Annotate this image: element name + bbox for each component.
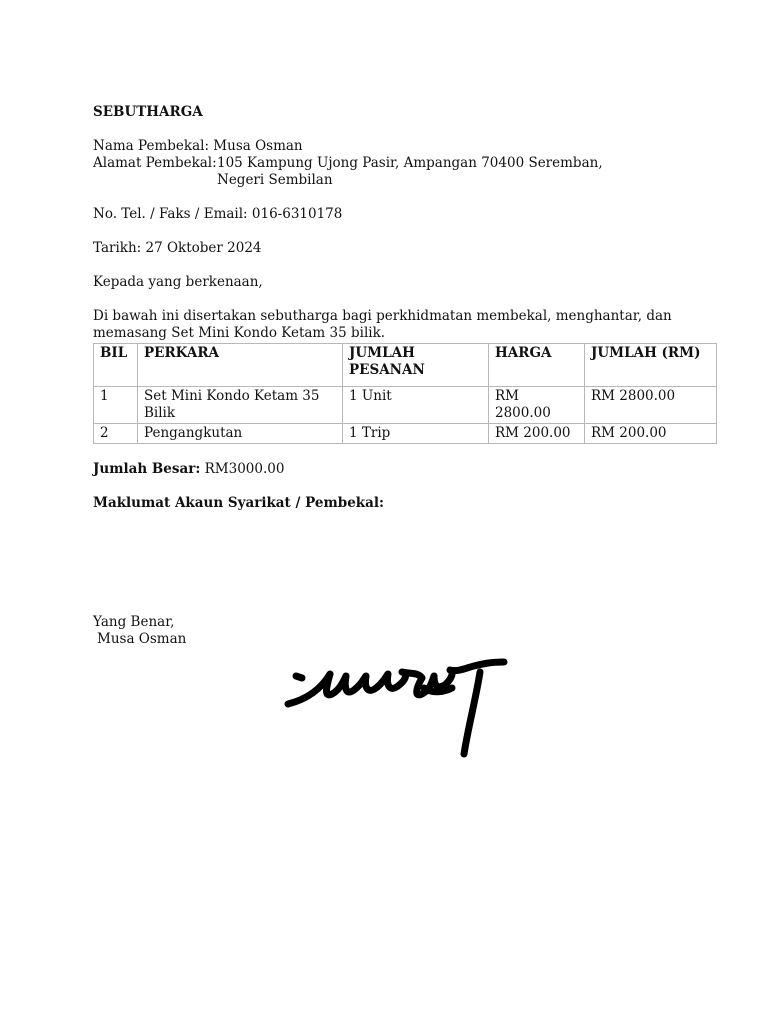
header-harga: HARGA xyxy=(489,344,585,387)
supplier-name-line xyxy=(93,138,717,155)
grand-total-value: RM3000.00 xyxy=(204,461,285,477)
quotation-table xyxy=(93,343,717,444)
cell-perkara: Set Mini Kondo Ketam 35 Bilik xyxy=(138,387,343,424)
signatory-name: Musa Osman xyxy=(97,631,187,647)
table-row xyxy=(94,387,717,424)
date-label: Tarikh: xyxy=(93,240,142,256)
contact-value: 016-6310178 xyxy=(251,206,343,222)
cell-perkara: Pengangkutan xyxy=(138,424,343,444)
cell-bil: 2 xyxy=(94,424,138,444)
cell-harga: RM 2800.00 xyxy=(489,387,585,424)
closing: Yang Benar, xyxy=(93,614,175,630)
table-header-row xyxy=(94,344,717,387)
cell-jumlah-rm: RM 200.00 xyxy=(585,424,717,444)
date-value: 27 Oktober 2024 xyxy=(145,240,262,256)
grand-total-colon: : xyxy=(195,461,201,477)
contact-line xyxy=(93,206,717,223)
signature-icon xyxy=(282,658,514,762)
account-info-label: Maklumat Akaun Syarikat / Pembekal: xyxy=(93,495,385,511)
intro-line-1: Di bawah ini disertakan sebutharga bagi perkhidmatan membekal, menghantar, dan xyxy=(93,308,672,324)
header-perkara: PERKARA xyxy=(138,344,343,387)
header-bil: BIL xyxy=(94,344,138,387)
document-title: SEBUTHARGA xyxy=(93,104,203,120)
grand-total-line xyxy=(93,461,717,478)
supplier-address-line xyxy=(93,155,717,172)
grand-total-label: Jumlah Besar xyxy=(93,461,196,477)
header-jumlah-pesanan: JUMLAH PESANAN xyxy=(343,344,489,387)
cell-jumlah-rm: RM 2800.00 xyxy=(585,387,717,424)
cell-jumlah-pesanan: 1 Unit xyxy=(343,387,489,424)
cell-bil: 1 xyxy=(94,387,138,424)
cell-harga: RM 200.00 xyxy=(489,424,585,444)
intro-line-2: memasang Set Mini Kondo Ketam 35 bilik. xyxy=(93,325,386,341)
supplier-address-line2: Negeri Sembilan xyxy=(217,172,333,188)
supplier-name: Musa Osman xyxy=(213,138,303,154)
supplier-address-label: Alamat Pembekal: xyxy=(93,155,217,171)
quotation-document xyxy=(93,104,717,648)
supplier-address-line1: 105 Kampung Ujong Pasir, Ampangan 70400 Seremban, xyxy=(217,155,603,171)
date-line xyxy=(93,240,717,257)
cell-jumlah-pesanan: 1 Trip xyxy=(343,424,489,444)
table-row xyxy=(94,424,717,444)
header-jumlah-rm: JUMLAH (RM) xyxy=(585,344,717,387)
salutation: Kepada yang berkenaan, xyxy=(93,274,263,290)
supplier-name-label: Nama Pembekal: xyxy=(93,138,209,154)
contact-label: No. Tel. / Faks / Email: xyxy=(93,206,248,222)
